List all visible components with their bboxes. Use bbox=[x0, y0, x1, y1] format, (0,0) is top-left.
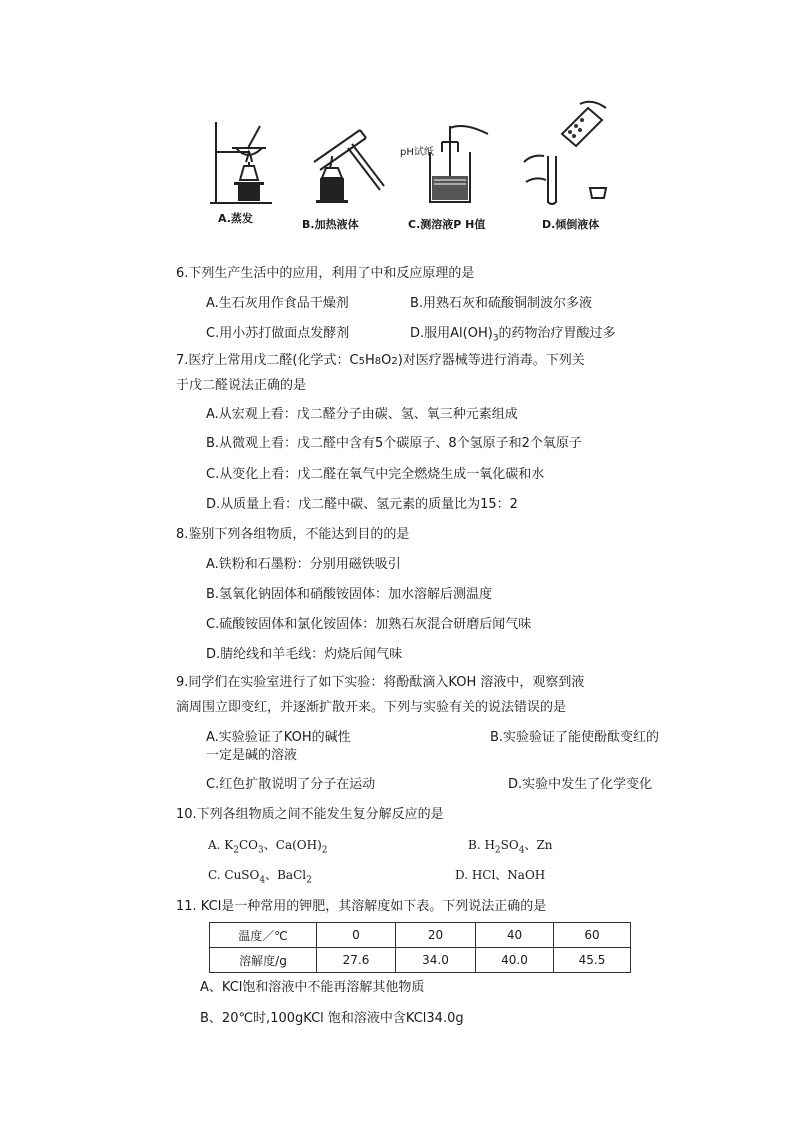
table-cell: 45.5 bbox=[554, 948, 631, 973]
q9-option-a: A.实验验证了KOH的碱性 bbox=[206, 730, 351, 745]
q7-stem-line2: 于戊二醛说法正确的是 bbox=[176, 378, 307, 393]
caption-b: B.加热液体 bbox=[302, 218, 359, 231]
q10-option-d: D. HCl、NaOH bbox=[455, 868, 546, 882]
q10-option-a: A. $K_2CO_3$、$Ca(OH)_2$ bbox=[208, 838, 328, 856]
caption-a: A.蒸发 bbox=[218, 212, 253, 225]
q7-option-d: D.从质量上看：戊二醛中碳、氢元素的质量比为15：2 bbox=[206, 497, 518, 512]
q9-option-d: D.实验中发生了化学变化 bbox=[508, 777, 653, 792]
table-row bbox=[210, 923, 631, 948]
table-cell: 40 bbox=[476, 923, 554, 948]
q7-option-a: A.从宏观上看：戊二醛分子由碳、氢、氧三种元素组成 bbox=[206, 407, 518, 422]
table-cell: 20 bbox=[396, 923, 476, 948]
ph-paper-label: pH试纸 bbox=[400, 147, 434, 158]
q9-option-b: B.实验验证了能使酚酞变红的 bbox=[490, 730, 660, 745]
table-row bbox=[210, 948, 631, 973]
table-cell: 60 bbox=[554, 923, 631, 948]
caption-c: C.测溶液P H值 bbox=[408, 218, 486, 231]
q11-stem: 11. KCl是一种常用的钾肥，其溶解度如下表。下列说法正确的是 bbox=[176, 899, 547, 914]
q9-stem-line1: 9.同学们在实验室进行了如下实验：将酚酞滴入KOH 溶液中，观察到液 bbox=[176, 675, 585, 690]
q9-option-c: C.红色扩散说明了分子在运动 bbox=[206, 777, 376, 792]
table-header-cell: 温度／℃ bbox=[210, 923, 317, 948]
solubility-table bbox=[209, 922, 631, 973]
table-header-cell: 溶解度/g bbox=[210, 948, 317, 973]
q7-option-c: C.从变化上看：戊二醛在氧气中完全燃烧生成一氧化碳和水 bbox=[206, 467, 545, 482]
q8-option-d: D.腈纶线和羊毛线：灼烧后闻气味 bbox=[206, 647, 403, 662]
q6-stem: 6.下列生产生活中的应用，利用了中和反应原理的是 bbox=[176, 266, 475, 281]
table-cell: 0 bbox=[317, 923, 396, 948]
q9-option-b-continued: 一定是碱的溶液 bbox=[206, 748, 298, 763]
q9-stem-line2: 滴周围立即变红，并逐渐扩散开来。下列与实验有关的说法错误的是 bbox=[176, 700, 567, 715]
heating-liquid-icon bbox=[308, 120, 388, 208]
table-cell: 40.0 bbox=[476, 948, 554, 973]
table-cell: 27.6 bbox=[317, 948, 396, 973]
q8-option-b: B.氢氧化钠固体和硝酸铵固体：加水溶解后测温度 bbox=[206, 587, 493, 602]
q8-option-c: C.硫酸铵固体和氯化铵固体：加熟石灰混合研磨后闻气味 bbox=[206, 617, 532, 632]
q11-option-a: A、KCl饱和溶液中不能再溶解其他物质 bbox=[200, 980, 425, 995]
caption-d: D.倾倒液体 bbox=[542, 218, 600, 231]
q7-option-b: B.从微观上看：戊二醛中含有5个碳原子、8个氢原子和2个氧原子 bbox=[206, 436, 582, 451]
ph-test-icon bbox=[408, 122, 498, 208]
q6-option-d: D.服用$Al(OH)_3$的药物治疗胃酸过多 bbox=[410, 326, 616, 344]
q11-option-b: B、20℃时,100gKCl 饱和溶液中含KCl34.0g bbox=[200, 1011, 464, 1026]
q6-option-a: A.生石灰用作食品干燥剂 bbox=[206, 296, 349, 311]
q6-option-c: C.用小苏打做面点发酵剂 bbox=[206, 326, 350, 341]
q8-option-a: A.铁粉和石墨粉：分别用磁铁吸引 bbox=[206, 557, 401, 572]
pouring-liquid-icon bbox=[518, 98, 613, 208]
q8-stem: 8.鉴别下列各组物质，不能达到目的的是 bbox=[176, 527, 410, 542]
q10-option-c: C. CuSO$_4$、BaCl$_2$ bbox=[208, 868, 312, 886]
table-cell: 34.0 bbox=[396, 948, 476, 973]
q7-stem-line1: 7.医疗上常用戊二醛(化学式：C5H8O2)对医疗器械等进行消毒。下列关 bbox=[176, 353, 585, 368]
evaporation-apparatus-icon bbox=[208, 118, 278, 208]
q10-stem: 10.下列各组物质之间不能发生复分解反应的是 bbox=[176, 807, 444, 822]
q6-option-b: B.用熟石灰和硫酸铜制波尔多液 bbox=[410, 296, 593, 311]
q10-option-b: B. $H_2SO_4$、Zn bbox=[468, 838, 553, 856]
